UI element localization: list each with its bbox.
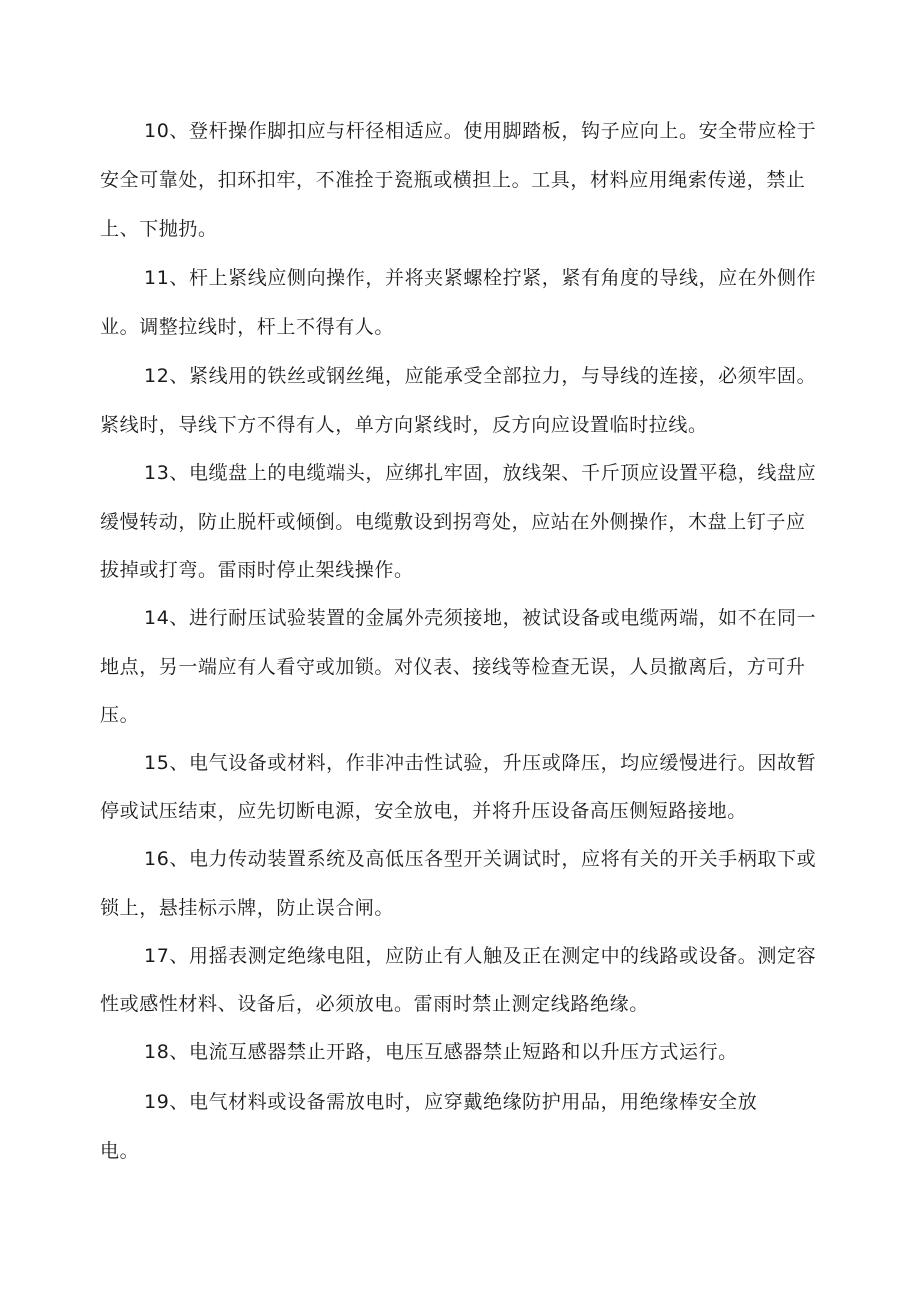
paragraph-line: 上、下抛扔。 xyxy=(100,218,218,240)
paragraph-line: 18、电流互感器禁止开路，电压互感器禁止短路和以升压方式运行。 xyxy=(144,1041,738,1063)
paragraph-line: 16、电力传动装置系统及高低压各型开关调试时，应将有关的开关手柄取下或 xyxy=(144,848,817,870)
paragraph-line: 14、进行耐压试验装置的金属外壳须接地，被试设备或电缆两端，如不在同一 xyxy=(144,607,817,629)
paragraph-line: 15、电气设备或材料，作非冲击性试验，升压或降压，均应缓慢进行。因故暂 xyxy=(144,752,817,774)
paragraph-line: 10、登杆操作脚扣应与杆径相适应。使用脚踏板，钩子应向上。安全带应栓于 xyxy=(144,120,817,142)
paragraph-line: 19、电气材料或设备需放电时，应穿戴绝缘防护用品，用绝缘棒安全放 xyxy=(144,1091,758,1113)
paragraph-line: 业。调整拉线时，杆上不得有人。 xyxy=(100,316,395,338)
paragraph-line: 压。 xyxy=(100,704,140,726)
paragraph-line: 12、紧线用的铁丝或钢丝绳，应能承受全部拉力，与导线的连接，必须牢固。 xyxy=(144,365,817,387)
paragraph-line: 停或试压结束，应先切断电源，安全放电，并将升压设备高压侧短路接地。 xyxy=(100,800,747,822)
paragraph-line: 13、电缆盘上的电缆端头，应绑扎牢固，放线架、千斤顶应设置平稳，线盘应 xyxy=(144,462,817,484)
paragraph-line: 电。 xyxy=(100,1140,140,1162)
paragraph-line: 紧线时，导线下方不得有人，单方向紧线时，反方向应设置临时拉线。 xyxy=(100,414,708,436)
paragraph-line: 17、用摇表测定绝缘电阻，应防止有人触及正在测定中的线路或设备。测定容 xyxy=(144,945,817,967)
paragraph-line: 11、杆上紧线应侧向操作，并将夹紧螺栓拧紧，紧有角度的导线，应在外侧作 xyxy=(144,267,817,289)
paragraph-line: 地点，另一端应有人看守或加锁。对仪表、接线等检查无误，人员撤离后，方可升 xyxy=(100,656,806,678)
paragraph-line: 安全可靠处，扣环扣牢，不准拴于瓷瓶或横担上。工具，材料应用绳索传递，禁止 xyxy=(100,169,806,191)
paragraph-line: 锁上，悬挂标示牌，防止误合闸。 xyxy=(100,897,395,919)
paragraph-line: 缓慢转动，防止脱杆或倾倒。电缆敷设到拐弯处，应站在外侧操作，木盘上钉子应 xyxy=(100,511,806,533)
paragraph-line: 性或感性材料、设备后，必须放电。雷雨时禁止测定线路绝缘。 xyxy=(100,993,649,1015)
paragraph-line: 拔掉或打弯。雷雨时停止架线操作。 xyxy=(100,559,414,581)
